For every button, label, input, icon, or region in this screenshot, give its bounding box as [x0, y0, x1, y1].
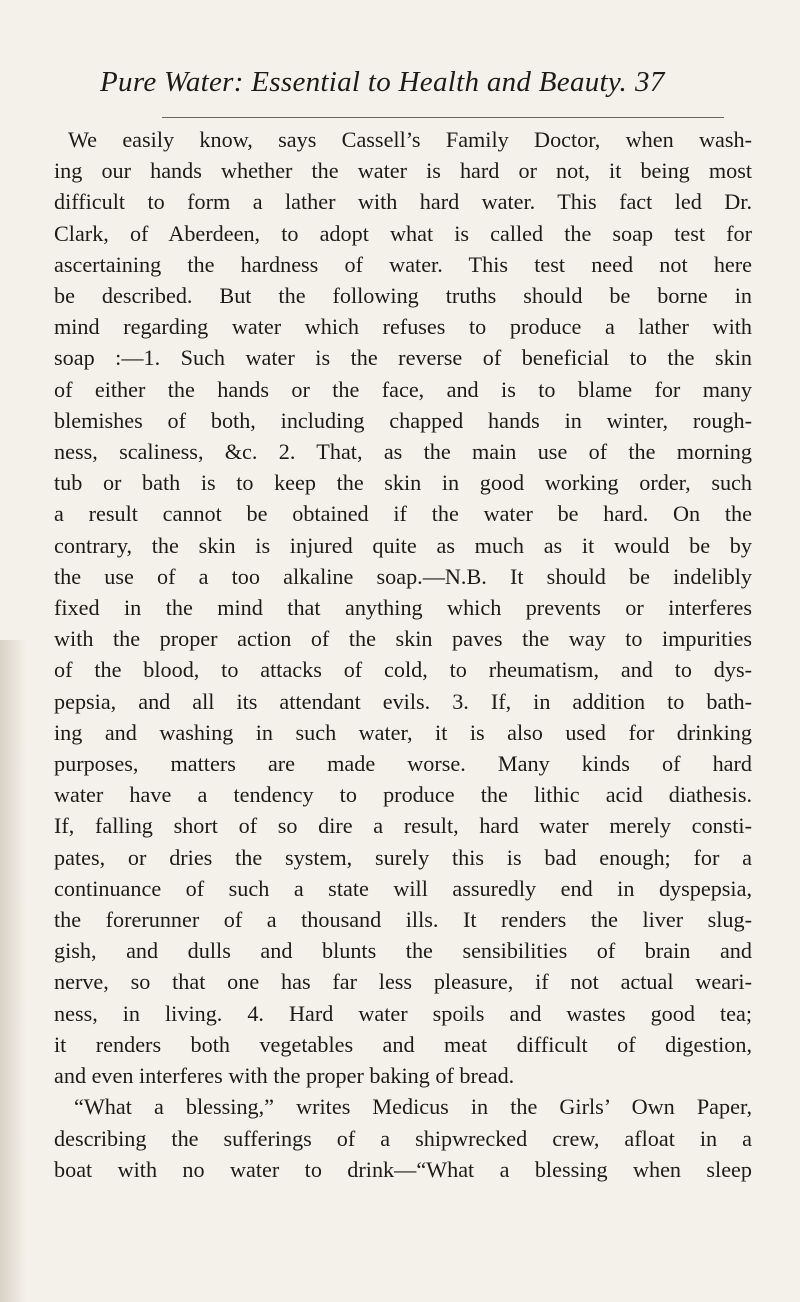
- body-text: [54, 124, 752, 1185]
- text-line: soap :—1. Such water is the reverse of beneficial to the skin: [54, 345, 752, 371]
- text-line: a result cannot be obtained if the water be hard. On the: [54, 501, 752, 527]
- text-line: purposes, matters are made worse. Many kinds of hard: [54, 751, 752, 777]
- text-line: the forerunner of a thousand ills. It renders the liver slug-: [54, 907, 752, 933]
- text-line: ascertaining the hardness of water. This test need not here: [54, 251, 752, 277]
- text-line: with the proper action of the skin paves the way to impurities: [54, 626, 752, 652]
- running-head-title: Pure Water: Essential to Health and Beauty.: [100, 66, 628, 98]
- text-line: the use of a too alkaline soap.—N.B. It should be indelibly: [54, 563, 752, 589]
- text-line: it renders both vegetables and meat difficult of digestion,: [54, 1031, 752, 1057]
- text-line: difficult to form a lather with hard water. This fact led Dr.: [54, 189, 752, 215]
- text-line: contrary, the skin is injured quite as much as it would be by: [54, 532, 752, 558]
- text-line: fixed in the mind that anything which prevents or interferes: [54, 595, 752, 621]
- text-line: be described. But the following truths should be borne in: [54, 283, 752, 309]
- text-line: blemishes of both, including chapped hands in winter, rough-: [54, 407, 752, 433]
- header-rule: [162, 117, 724, 118]
- text-line: mind regarding water which refuses to produce a lather with: [54, 314, 752, 340]
- text-line: ness, in living. 4. Hard water spoils and wastes good tea;: [54, 1000, 752, 1026]
- text-line: ing our hands whether the water is hard or not, it being most: [54, 158, 752, 184]
- text-line: ness, scaliness, &c. 2. That, as the main use of the morning: [54, 439, 752, 465]
- text-line: Clark, of Aberdeen, to adopt what is called the soap test for: [54, 220, 752, 246]
- text-line: ing and washing in such water, it is also used for drinking: [54, 719, 752, 745]
- text-line: “What a blessing,” writes Medicus in the Girls’ Own Paper,: [74, 1094, 752, 1120]
- text-line: nerve, so that one has far less pleasure, if not actual weari-: [54, 969, 752, 995]
- text-line: tub or bath is to keep the skin in good working order, such: [54, 470, 752, 496]
- text-line: continuance of such a state will assuredly end in dyspepsia,: [54, 875, 752, 901]
- text-line: We easily know, says Cassell’s Family Doctor, when wash-: [68, 127, 752, 152]
- text-line: of the blood, to attacks of cold, to rheumatism, and to dys-: [54, 657, 752, 683]
- text-line: pates, or dries the system, surely this is bad enough; for a: [54, 844, 752, 870]
- page-number: 37: [635, 66, 665, 98]
- text-line: boat with no water to drink—“What a blessing when sleep: [54, 1156, 752, 1182]
- text-line: gish, and dulls and blunts the sensibilities of brain and: [54, 938, 752, 964]
- text-line: pepsia, and all its attendant evils. 3. If, in addition to bath-: [54, 688, 752, 714]
- text-line: of either the hands or the face, and is to blame for many: [54, 376, 752, 402]
- text-line: and even interferes with the proper baking of bread.: [54, 1063, 515, 1089]
- text-line: describing the sufferings of a shipwrecked crew, afloat in a: [54, 1125, 752, 1151]
- text-line: water have a tendency to produce the lithic acid diathesis.: [54, 782, 752, 808]
- page-gutter-shadow: [0, 640, 26, 1302]
- running-head: [100, 66, 740, 99]
- text-line: If, falling short of so dire a result, hard water merely consti-: [54, 813, 752, 839]
